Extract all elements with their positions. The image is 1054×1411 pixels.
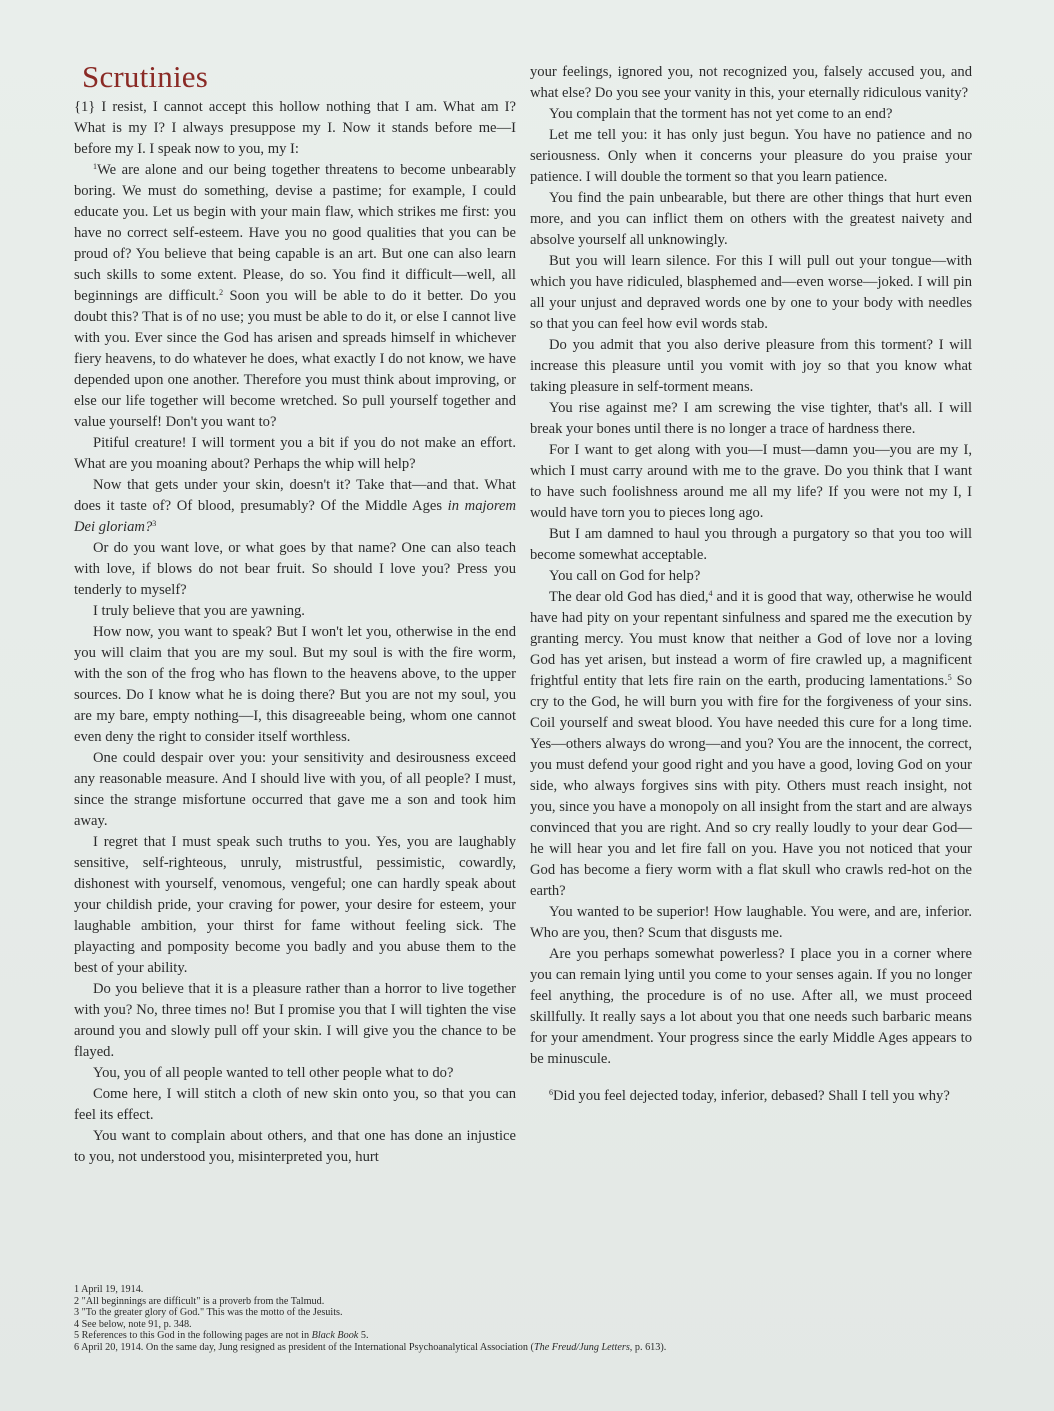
footnote-marker: 4	[708, 589, 713, 598]
footnote: 1 April 19, 1914.	[74, 1284, 144, 1295]
paragraph: I truly believe that you are yawning.	[93, 603, 305, 619]
latin-phrase: in majorem Dei gloriam?	[74, 498, 517, 535]
paragraph: Now that gets under your skin, doesn't it? Take that—and that. What does it taste of? Of blood, presumably? Of the Middle Ages in majorem Dei gloriam?$^3$	[74, 477, 517, 535]
paragraph: Let me tell you: it has only just begun. You have no patience and no seriousness. Only when it concerns your pleasure do you praise your patience. I will double the torment so that you learn patience.	[530, 127, 972, 185]
paragraph: your feelings, ignored you, not recognized you, falsely accused you, and what else? Do you see your vanity in this, your eternally ridiculous vanity?	[530, 64, 972, 101]
paragraph: But you will learn silence. For this I will pull out your tongue—with which you have ridiculed, blasphemed and—even worse—joked. I will pin all your unjust and depraved words one by one to your body with needles so that you can feel how evil words stab.	[530, 253, 972, 332]
right-column	[530, 62, 972, 1107]
paragraph: You call on God for help?	[549, 568, 701, 584]
footnote: 3 "To the greater glory of God." This was the motto of the Jesuits.	[74, 1307, 343, 1319]
paragraph: $^6$Did you feel dejected today, inferior, debased? Shall I tell you why?	[549, 1088, 950, 1104]
paragraph: $^1$We are alone and our being together threatens to become unbearably boring. We must do something, devise a pastime; for example, I could educate you. Let us begin with your main flaw, which strikes me first: you have no correct self-esteem. Have you no good qualities that you can be proud of? You believe that being capable is an art. But one can also learn such skills to some extent. Please, do so. You find it difficult—well, all beginnings are difficult.$^2$ Soon you will be able to do it better. Do you doubt this? That is of no use; you must be able to do it, or else I cannot live with you. Ever since the God has arisen and spreads himself in whichever fiery heavens, to do whatever he does, what exactly I do not know, we have depended upon one another. Therefore you must think about improving, or else our life together will become wretched. So pull yourself together and value yourself! Don't you want to?	[74, 162, 516, 430]
footnote: 2 "All beginnings are difficult" is a proverb from the Talmud.	[74, 1295, 325, 1307]
footnote-marker: 1	[93, 162, 97, 171]
footnote-marker: 6	[549, 1088, 553, 1097]
paragraph: You complain that the torment has not yet come to an end?	[549, 106, 893, 122]
footnote: 5 References to this God in the following pages are not in Black Book 5.	[74, 1330, 369, 1342]
paragraph: Or do you want love, or what goes by that name? One can also teach with love, if blows do not bear fruit. So should I love you? Press you tenderly to myself?	[74, 540, 516, 598]
footnote-marker: 2	[219, 288, 224, 297]
paragraph: You, you of all people wanted to tell other people what to do?	[93, 1065, 454, 1081]
paragraph: How now, you want to speak? But I won't let you, otherwise in the end you will claim that you are my soul. But my soul is with the fire worm, with the son of the frog who has flown to the heavens above, to the upper sources. Do I know what he is doing there? But you are not my soul, you are my bare, empty nothing—I, this disagreeable being, whom one cannot even deny the right to consider itself worthless.	[74, 624, 516, 745]
paragraph: Come here, I will stitch a cloth of new skin onto you, so that you can feel its effect.	[74, 1086, 516, 1123]
paragraph: You rise against me? I am screwing the vise tighter, that's all. I will break your bones until there is no longer a trace of hardness there.	[530, 400, 972, 437]
footnotes	[74, 1284, 974, 1354]
paragraph: {1} I resist, I cannot accept this hollow nothing that I am. What am I? What is my I? I always presuppose my I. Now it stands before me—I before my I. I speak now to you, my I:	[74, 99, 516, 157]
paragraph: You find the pain unbearable, but there are other things that hurt even more, and you can inflict them on others with the greatest naivety and absolve yourself all unknowingly.	[530, 190, 972, 248]
paragraph: The dear old God has died,$^4$ and it is good that way, otherwise he would have had pity on your repentant sinfulness and spared me the execution by granting mercy. You must know that neither a God of love nor a loving God has yet arisen, but instead a worm of fire crawled up, a magnificent frightful entity that lets fire rain on the earth, producing lamentations.$^5$ So cry to the God, he will burn you with fire for the forgiveness of your sins. Coil yourself and sweat blood. You have needed this cure for a long time. Yes—others always do wrong—and you? You are the innocent, the correct, you must defend your good right and you have a good, loving God on your side, who always forgives sins with pity. Others must reach insight, not you, since you have a monopoly on all insight from the start and are always convinced that you are right. And so cry really loudly to your dear God—he will hear you and let fire fall on you. Have you not noticed that your God has become a fiery worm with a flat skull who crawls red-hot on the earth?	[530, 589, 972, 899]
paragraph: You wanted to be superior! How laughable. You were, and are, inferior. Who are you, then? Scum that disgusts me.	[530, 904, 972, 941]
paragraph: Do you admit that you also derive pleasure from this torment? I will increase this pleasure until you vomit with joy so that you know what taking pleasure in self-torment means.	[530, 337, 972, 395]
footnote-marker: 3	[152, 519, 157, 528]
paragraph: Pitiful creature! I will torment you a bit if you do not make an effort. What are you moaning about? Perhaps the whip will help?	[74, 435, 516, 472]
paragraph: Are you perhaps somewhat powerless? I place you in a corner where you can remain lying until you come to your senses again. If you no longer feel anything, the procedure is of no use. After all, we must proceed skillfully. It really says a lot about you that one needs such barbaric means for your amendment. Your progress since the early Middle Ages appears to be minuscule.	[530, 946, 972, 1067]
footnote: 4 See below, note 91, p. 348.	[74, 1318, 192, 1330]
footnote-marker: 5	[947, 673, 952, 682]
paragraph: Do you believe that it is a pleasure rather than a horror to live together with you? No, three times no! But I promise you that I will tighten the vise around you and slowly pull off your skin. I will give you the chance to be flayed.	[74, 981, 516, 1060]
footnote: 6 April 20, 1914. On the same day, Jung resigned as president of the International Psychoanalytical Association (The Freud/Jung Letters, p. 613).	[74, 1341, 667, 1353]
paragraph: I regret that I must speak such truths to you. Yes, you are laughably sensitive, self-righteous, unruly, mistrustful, pessimistic, cowardly, dishonest with yourself, venomous, vengeful; one can hardly speak about your childish pride, your craving for power, your desire for esteem, your laughable ambition, your thirst for fame without feeling sick. The playacting and pomposity become you badly and you abuse them to the best of your ability.	[74, 834, 516, 976]
paragraph: For I want to get along with you—I must—damn you—you are my I, which I must carry around with me to the grave. Do you think that I want to have such foolishness around me all my life? If you were not my I, I would have torn you to pieces long ago.	[530, 442, 972, 521]
paragraph: But I am damned to haul you through a purgatory so that you too will become somewhat acceptable.	[530, 526, 972, 563]
paragraph: One could despair over you: your sensitivity and desirousness exceed any reasonable measure. And I should live with you, of all people? I must, since the strange misfortune occurred that gave me a son and took him away.	[74, 750, 516, 829]
paragraph: You want to complain about others, and that one has done an injustice to you, not understood you, misinterpreted you, hurt	[74, 1128, 516, 1165]
chapter-title: Scrutinies	[82, 59, 208, 94]
left-column	[74, 60, 516, 1168]
